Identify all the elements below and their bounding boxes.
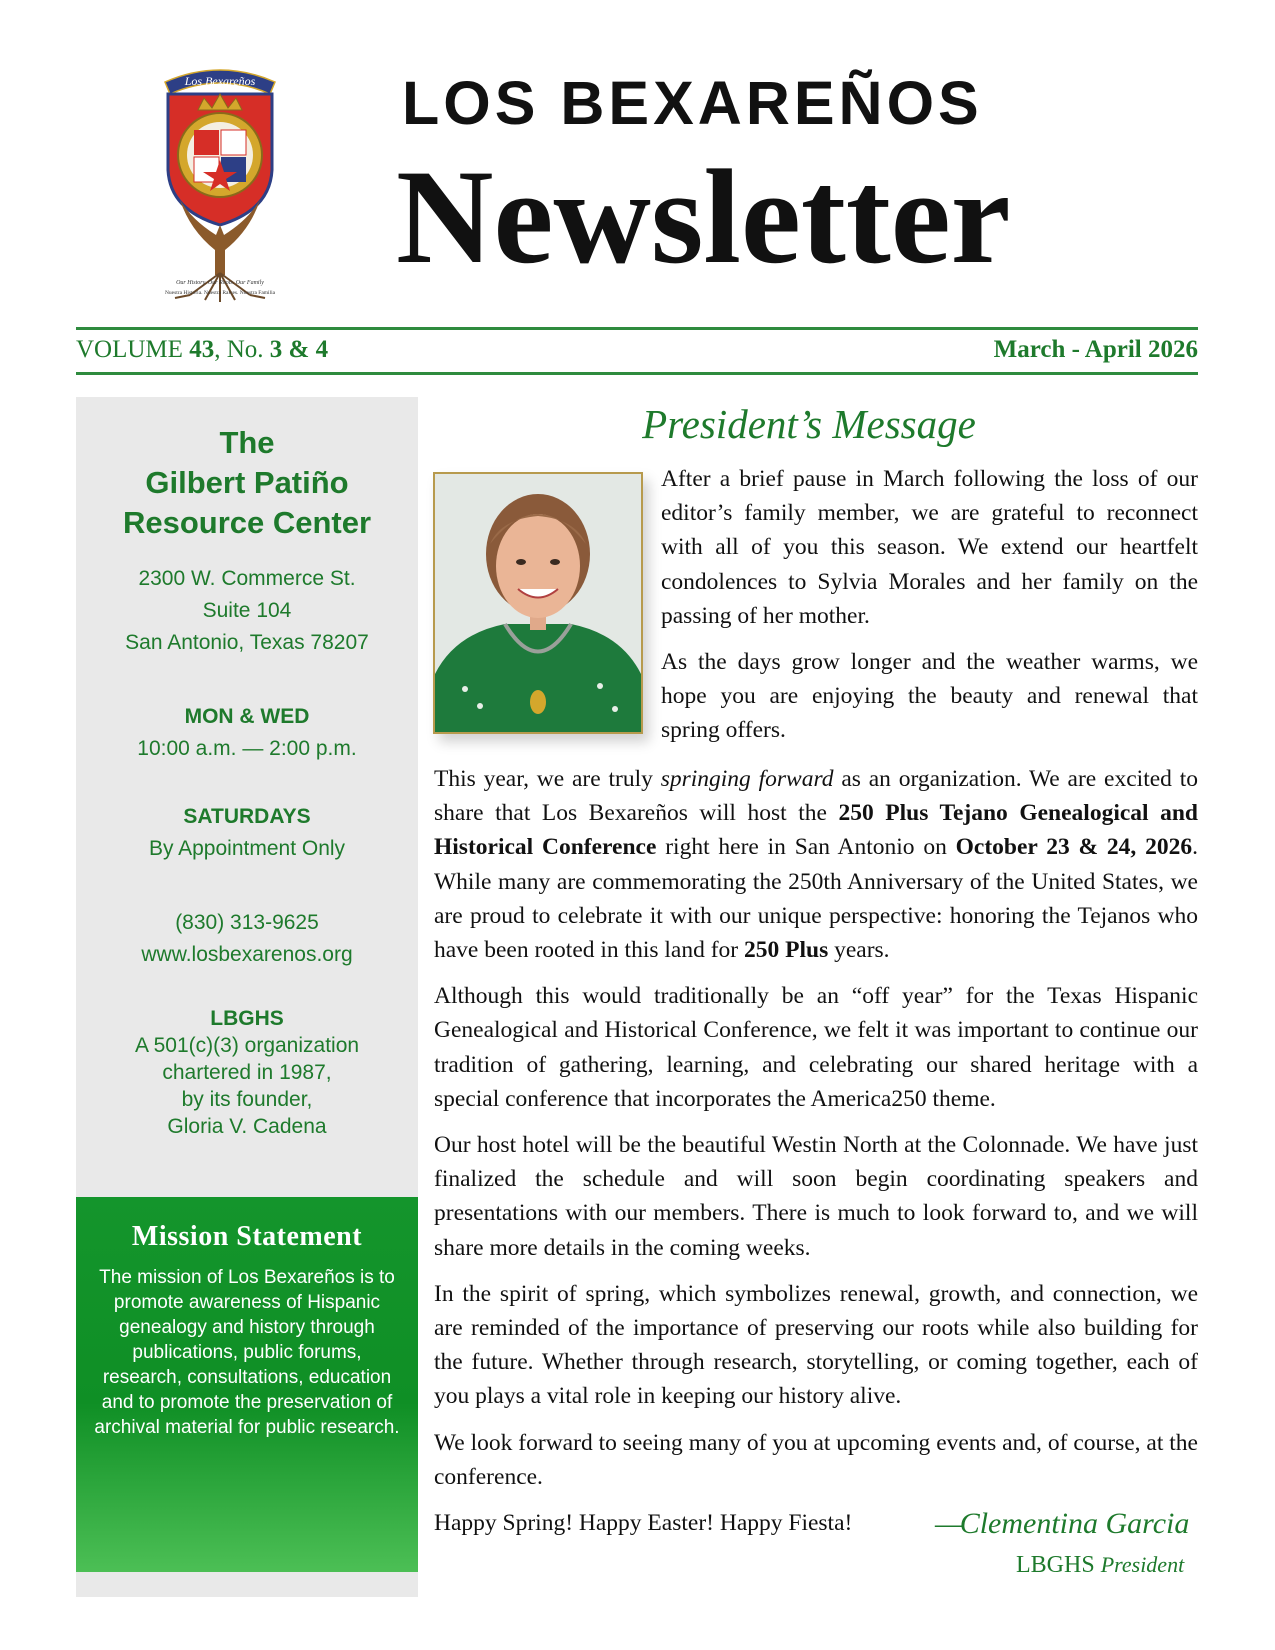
paragraph-2: As the days grow longer and the weather warms, we hope you are enjoying the beauty and renewal that spring offers. — [661, 649, 1198, 744]
resource-center-title: The Gilbert Patiño Resource Center — [122, 425, 372, 540]
article-intro — [661, 462, 1198, 760]
mission-title: Mission Statement — [131, 1221, 363, 1252]
mission-statement-box — [76, 1197, 418, 1572]
svg-text:Los Bexareños: Los Bexareños — [184, 74, 256, 88]
organization-info: LBGHS A 501(c)(3) organization chartered in 1987, by its founder, Gloria V. Cadena — [134, 1007, 360, 1138]
newsletter-title: Newsletter — [396, 143, 1011, 292]
paragraph-6: In the spirit of spring, which symbolizes renewal, growth, and connection, we are reminded of the importance of preserving our roots while also building for the future. Whether through research, storytelling, or coming together, each of you plays a vital role in keeping our history alive. — [434, 1280, 1198, 1410]
paragraph-4: Although this would traditionally be an “off year” for the Texas Hispanic Genealogical and Historical Conference, we felt it was important to continue our tradition of gathering, learning, and celebrating our shared heritage with a special conference that incorporates the America250 theme. — [434, 983, 1198, 1112]
address: 2300 W. Commerce St. Suite 104 San Antonio, Texas 78207 — [125, 567, 369, 654]
svg-text:Our History. Our Roots. Our Fa: Our History. Our Roots. Our Family — [176, 280, 264, 286]
paragraph-3: This year, we are truly springing forward as an organization. We are excited to share that Los Bexareños will host the 250 Plus Tejano Genealogical and Historical Conference right here in San Antonio on October 23 & 24, 2026. While many are commemorating the 250th Anniversary of the United States, we are proud to celebrate it with our unique perspective: honoring the Tejanos who have been rooted in this land for 250 Plus years. — [434, 766, 1198, 964]
portrait-image — [435, 474, 641, 732]
volume-info: VOLUME 43, No. 3 & 4 — [76, 336, 329, 363]
phone-number: (830) 313-9625 — [175, 911, 319, 934]
contact-info — [76, 907, 418, 971]
organization-logo — [120, 60, 320, 310]
crest-emblem — [120, 60, 320, 310]
website-link[interactable]: www.losbexarenos.org — [141, 943, 353, 966]
paragraph-1: After a brief pause in March following the loss of our editor’s family member, we are grateful to reconnect with all of you this season. We extend our heartfelt condolences to Sylvia Morales and her family on the passing of her mother. — [661, 466, 1198, 629]
issue-date: March - April 2026 — [993, 336, 1198, 363]
saturday-hours: SATURDAYS By Appointment Only — [148, 805, 346, 860]
sidebar — [76, 397, 418, 1597]
svg-text:Nuestra Historia. Nuestra Raic: Nuestra Historia. Nuestra Raices. Nuestra Familia — [164, 290, 276, 296]
president-photo — [433, 472, 643, 734]
signoff-line: Happy Spring! Happy Easter! Happy Fiesta! — [434, 1510, 853, 1536]
header-rule-top — [76, 327, 1198, 330]
article-body — [434, 762, 1198, 1506]
organization-name: LOS BEXAREÑOS — [402, 69, 983, 137]
header-rule-bottom — [76, 372, 1198, 375]
weekday-hours: MON & WED 10:00 a.m. — 2:00 p.m. — [137, 705, 357, 760]
president-signature: —Clementina Garcia — [935, 1507, 1190, 1540]
article-title: President’s Message — [642, 401, 976, 447]
paragraph-5: Our host hotel will be the beautiful Westin North at the Colonnade. We have just finalized the schedule and will soon begin coordinating speakers and presentations with our members. There is much to look forward to, and we will share more details in the coming weeks. — [434, 1132, 1198, 1261]
signature-role: LBGHS President — [1016, 1552, 1185, 1578]
paragraph-7: We look forward to seeing many of you at upcoming events and, of course, at the conference. — [434, 1429, 1198, 1490]
mission-text: The mission of Los Bexareños is to promote awareness of Hispanic genealogy and history through publications, public forums, research, consultations, education and to promote the preservation of archival material for public research. — [94, 1267, 400, 1438]
